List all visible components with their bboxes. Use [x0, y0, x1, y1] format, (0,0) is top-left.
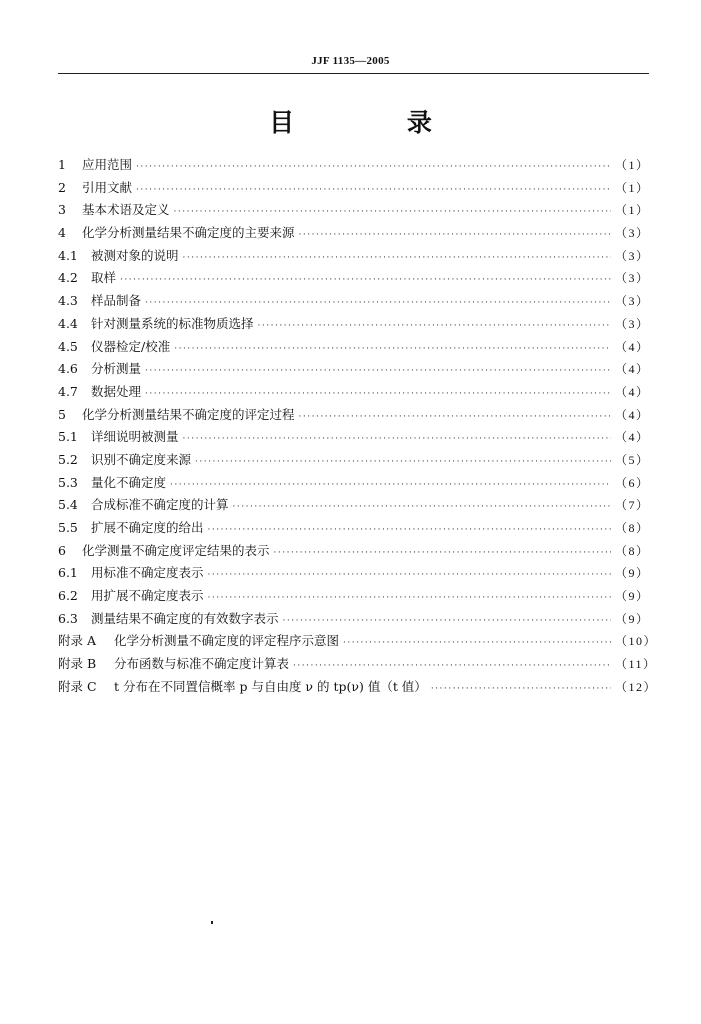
toc-leader: [136, 185, 611, 195]
toc-page: （7）: [615, 498, 650, 513]
toc-leader: [233, 502, 611, 512]
toc-entry[interactable]: [58, 337, 649, 360]
toc-leader: [283, 616, 611, 626]
toc-title: 化学分析测量结果不确定度的评定过程: [82, 406, 295, 422]
toc-title: t 分布在不同置信概率 p 与自由度 ν 的 tp(ν) 值（t 值）: [114, 678, 427, 694]
toc-number: 4.5: [58, 338, 78, 354]
toc-title: 详细说明被测量: [91, 429, 179, 445]
toc-number: 6: [58, 542, 66, 558]
toc-entry[interactable]: [58, 178, 649, 201]
toc-leader: [299, 412, 611, 422]
toc-number: 4.3: [58, 293, 78, 309]
toc-title: 化学分析测量结果不确定度的主要来源: [82, 225, 295, 241]
toc-entry[interactable]: [58, 246, 649, 269]
toc-entry[interactable]: [58, 382, 649, 405]
toc-entry[interactable]: [58, 359, 649, 382]
toc-title: 仪器检定/校准: [91, 338, 171, 354]
toc-leader: [208, 570, 611, 580]
toc-page: （3）: [615, 271, 650, 286]
toc-number: 附录 C: [58, 678, 97, 694]
toc-number: 5.5: [58, 520, 78, 535]
toc-leader: [120, 275, 611, 285]
toc-page: （4）: [615, 430, 650, 445]
toc-title: 引用文献: [82, 179, 133, 195]
toc-number: 4.2: [58, 270, 78, 286]
toc-page: （4）: [615, 339, 650, 354]
toc-page: （8）: [615, 521, 650, 535]
toc-title: 用扩展不确定度表示: [91, 588, 204, 604]
toc-page: （9）: [615, 566, 650, 581]
toc-entry[interactable]: [58, 541, 649, 564]
toc-leader: [183, 434, 611, 444]
toc-leader: [145, 389, 611, 399]
toc-leader: [299, 230, 611, 240]
toc-leader: [170, 480, 611, 490]
toc-page: （3）: [615, 226, 650, 241]
toc-leader: [174, 207, 611, 217]
toc-title: 样品制备: [91, 293, 142, 309]
toc-page: （11）: [615, 657, 657, 672]
toc-number: 3: [58, 202, 66, 218]
header-rule: [58, 73, 649, 74]
toc-entry[interactable]: [58, 223, 649, 246]
toc-number: 2: [58, 179, 66, 195]
toc-entry[interactable]: [58, 631, 658, 654]
toc-entry[interactable]: [58, 563, 649, 586]
toc-leader: [431, 684, 611, 694]
toc-entry[interactable]: [58, 450, 649, 473]
toc-page: （1）: [615, 180, 650, 195]
toc-number: 4: [58, 225, 66, 241]
page-title: 目 录: [269, 108, 484, 137]
toc-entry[interactable]: [58, 155, 649, 178]
toc-number: 1: [58, 157, 66, 172]
toc-entry[interactable]: [58, 677, 658, 700]
toc-leader: [174, 344, 611, 354]
toc-entry[interactable]: [58, 268, 649, 291]
toc-title: 基本术语及定义: [82, 202, 170, 218]
toc-title: 合成标准不确定度的计算: [91, 497, 229, 513]
toc-page: （3）: [615, 248, 650, 263]
toc-title: 数据处理: [91, 383, 142, 399]
toc-title: 测量结果不确定度的有效数字表示: [91, 610, 279, 626]
toc-number: 4.1: [58, 247, 78, 263]
toc-title: 化学测量不确定度评定结果的表示: [82, 542, 270, 558]
toc-page: （10）: [615, 634, 658, 649]
toc-leader: [208, 525, 611, 535]
toc-page: （5）: [615, 452, 650, 467]
toc-leader: [274, 548, 611, 558]
toc-number: 5.1: [58, 429, 78, 445]
toc-number: 5.2: [58, 451, 78, 467]
toc-entry[interactable]: [58, 314, 649, 337]
toc-entry[interactable]: [58, 609, 649, 632]
toc-number: 附录 B: [58, 656, 97, 672]
toc-page: （9）: [615, 589, 650, 604]
toc-title: 取样: [91, 270, 117, 286]
toc-entry[interactable]: [58, 427, 649, 450]
toc-title: 分布函数与标准不确定度计算表: [114, 656, 290, 672]
toc-page: （4）: [615, 407, 650, 422]
toc-page: （1）: [615, 203, 650, 218]
toc-number: 5.4: [58, 497, 78, 513]
toc-number: 附录 A: [58, 633, 97, 649]
toc-title: 被测对象的说明: [91, 247, 179, 263]
toc-leader: [293, 661, 611, 671]
toc-title: 用标准不确定度表示: [91, 565, 204, 581]
toc-leader: [195, 457, 611, 467]
toc-entry[interactable]: [58, 586, 649, 609]
toc-page: （4）: [615, 362, 650, 377]
toc-leader: [258, 321, 611, 331]
toc-page: （9）: [615, 611, 650, 626]
toc-title: 识别不确定度来源: [91, 451, 192, 467]
toc-title: 扩展不确定度的给出: [91, 520, 204, 535]
toc-entry[interactable]: [58, 473, 649, 496]
toc-number: 6.3: [58, 610, 78, 626]
toc-number: 5.3: [58, 474, 78, 490]
toc-title: 量化不确定度: [91, 474, 167, 490]
toc-number: 4.7: [58, 383, 78, 399]
toc-number: 5: [58, 406, 66, 422]
toc-leader: [136, 162, 611, 172]
toc-leader: [343, 638, 611, 648]
toc-number: 4.4: [58, 315, 78, 331]
toc-page: （4）: [615, 384, 650, 399]
toc-page: （6）: [615, 475, 650, 490]
document-code: JJF 1135—2005: [311, 55, 390, 67]
scan-speck: [211, 921, 213, 924]
toc-page: （3）: [615, 316, 650, 331]
toc-number: 6.2: [58, 588, 78, 604]
toc-page: （8）: [615, 543, 650, 558]
toc-page: （12）: [615, 679, 658, 694]
table-of-contents: [58, 155, 658, 700]
toc-page: （1）: [615, 158, 650, 172]
toc-entry[interactable]: [58, 654, 657, 677]
toc-leader: [183, 253, 611, 263]
toc-leader: [145, 366, 611, 376]
toc-title: 针对测量系统的标准物质选择: [91, 315, 254, 331]
toc-number: 6.1: [58, 565, 78, 581]
toc-entry[interactable]: [58, 200, 649, 223]
toc-number: 4.6: [58, 361, 78, 377]
toc-entry[interactable]: [58, 495, 649, 518]
toc-title: 分析测量: [91, 361, 142, 377]
toc-page: （3）: [615, 294, 650, 309]
toc-entry[interactable]: [58, 405, 649, 428]
toc-leader: [145, 298, 611, 308]
toc-title: 化学分析测量不确定度的评定程序示意图: [114, 633, 340, 649]
toc-leader: [208, 593, 611, 603]
toc-entry[interactable]: [58, 518, 649, 541]
toc-entry[interactable]: [58, 291, 649, 314]
toc-title: 应用范围: [82, 157, 133, 172]
